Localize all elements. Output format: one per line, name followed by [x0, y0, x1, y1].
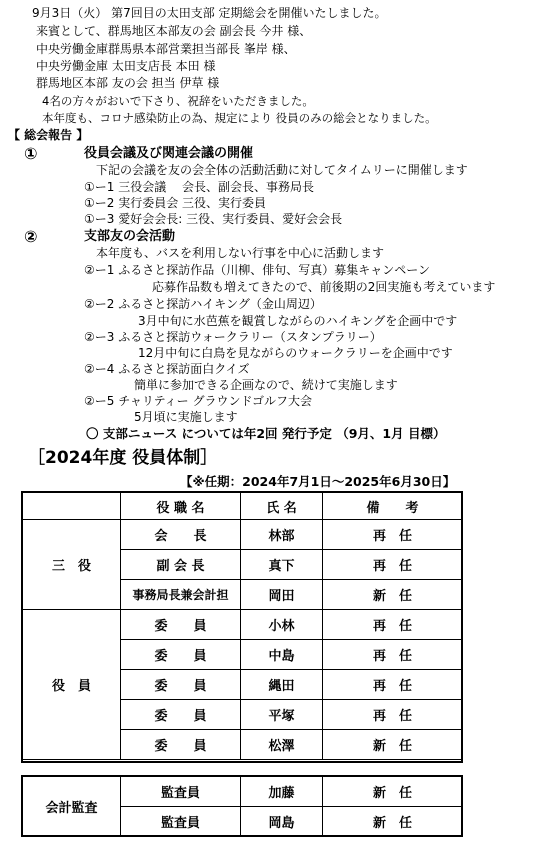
note-cell: 新 任 — [323, 807, 463, 837]
section-line: ②ー2 ふるさと探訪ハイキング（金山周辺） — [84, 297, 322, 311]
name-cell: 加藤 — [241, 777, 323, 807]
note-cell: 再 任 — [323, 670, 463, 700]
role-cell: 委 員 — [121, 700, 241, 730]
section-line: 下記の会議を友の会全体の活動活動に対してタイムリーに開催します — [96, 163, 468, 177]
section-title: 役員会議及び関連会議の開催 — [84, 146, 254, 161]
note-cell: 再 任 — [323, 610, 463, 640]
header-cell: 備 考 — [323, 493, 463, 520]
intro-line: 中央労働金庫 太田支店長 本田 様 — [36, 59, 216, 73]
intro-line: 4名の方々がおいで下さり、祝辞をいただきました。 — [42, 94, 314, 108]
group-label: 会計監査 — [23, 777, 121, 837]
section-title: 支部友の会活動 — [84, 229, 176, 244]
section-line: 12月中旬に白鳥を見ながらのウォークラリーを企画中です — [138, 346, 453, 360]
note-cell: 新 任 — [323, 580, 463, 610]
note-cell: 新 任 — [323, 777, 463, 807]
name-cell: 中島 — [241, 640, 323, 670]
header-blank-cell — [23, 493, 121, 520]
name-cell: 縄田 — [241, 670, 323, 700]
section-line: ②ー1 ふるさと探訪作品（川柳、俳句、写真）募集キャンペーン — [84, 263, 430, 277]
audit-table — [22, 776, 463, 837]
section-line: ②ー4 ふるさと探訪面白クイズ — [84, 362, 250, 376]
name-cell: 岡田 — [241, 580, 323, 610]
name-cell: 平塚 — [241, 700, 323, 730]
note-cell: 再 任 — [323, 550, 463, 580]
officers-title: ［2024年度 役員体制］ — [28, 448, 218, 468]
note-cell: 再 任 — [323, 640, 463, 670]
intro-line: 9月3日（火） 第7回目の太田支部 定期総会を開催いたしました。 — [32, 6, 387, 20]
table-header-row — [23, 493, 463, 520]
section-line: 本年度も、バスを利用しない行事を中心に活動します — [96, 246, 385, 260]
intro-line: 来賓として、群馬地区本部友の会 副会長 今井 様、 — [36, 24, 312, 38]
role-cell: 委 員 — [121, 610, 241, 640]
intro-line: 群馬地区本部 友の会 担当 伊草 様 — [36, 76, 220, 90]
header-cell: 役 職 名 — [121, 493, 241, 520]
group-label: 三 役 — [23, 520, 121, 610]
table-row — [23, 610, 463, 640]
section-line: ①ー1 三役会議 会長、副会長、事務局長 — [84, 180, 315, 194]
group-label: 役 員 — [23, 610, 121, 760]
name-cell: 小林 — [241, 610, 323, 640]
term-note: 【※任期：2024年7月1日～2025年6月30日】 — [180, 474, 456, 489]
news-note: 〇 支部ニュース については年2回 発行予定 （9月、1月 目標） — [86, 426, 446, 441]
officers-table — [22, 492, 463, 760]
table-row — [23, 777, 463, 807]
report-heading: 【 総会報告 】 — [8, 128, 89, 142]
role-cell: 事務局長兼会計担 — [121, 580, 241, 610]
intro-line: 本年度も、コロナ感染防止の為、規定により 役員のみの総会となりました。 — [42, 111, 437, 125]
name-cell: 松澤 — [241, 730, 323, 760]
role-cell: 委 員 — [121, 670, 241, 700]
section-line: 応募作品数も増えてきたので、前後期の2回実施も考えています — [152, 280, 496, 294]
section-line: ②ー3 ふるさと探訪ウォークラリー（スタンプラリー） — [84, 330, 382, 344]
role-cell: 委 員 — [121, 730, 241, 760]
note-cell: 新 任 — [323, 730, 463, 760]
name-cell: 林部 — [241, 520, 323, 550]
note-cell: 再 任 — [323, 520, 463, 550]
name-cell: 岡島 — [241, 807, 323, 837]
role-cell: 会 長 — [121, 520, 241, 550]
role-cell: 監査員 — [121, 777, 241, 807]
section-line: 3月中旬に水芭蕉を観賞しながらのハイキングを企画中です — [138, 314, 458, 328]
header-cell: 氏 名 — [241, 493, 323, 520]
name-cell: 真下 — [241, 550, 323, 580]
role-cell: 委 員 — [121, 640, 241, 670]
section-number: ② — [24, 227, 38, 246]
role-cell: 副 会 長 — [121, 550, 241, 580]
section-line: 5月頃に実施します — [134, 410, 238, 424]
section-line: ①ー2 実行委員会 三役、実行委員 — [84, 196, 267, 210]
role-cell: 監査員 — [121, 807, 241, 837]
table-row — [23, 520, 463, 550]
section-line: ①ー3 愛好会会長: 三役、実行委員、愛好会会長 — [84, 212, 343, 226]
section-line: 簡単に参加できる企画なので、続けて実施します — [134, 378, 398, 392]
intro-line: 中央労働金庫群馬県本部営業担当部長 峯岸 様、 — [36, 42, 296, 56]
section-line: ②ー5 チャリティー グラウンドゴルフ大会 — [84, 394, 312, 408]
note-cell: 再 任 — [323, 700, 463, 730]
section-number: ① — [24, 144, 38, 163]
